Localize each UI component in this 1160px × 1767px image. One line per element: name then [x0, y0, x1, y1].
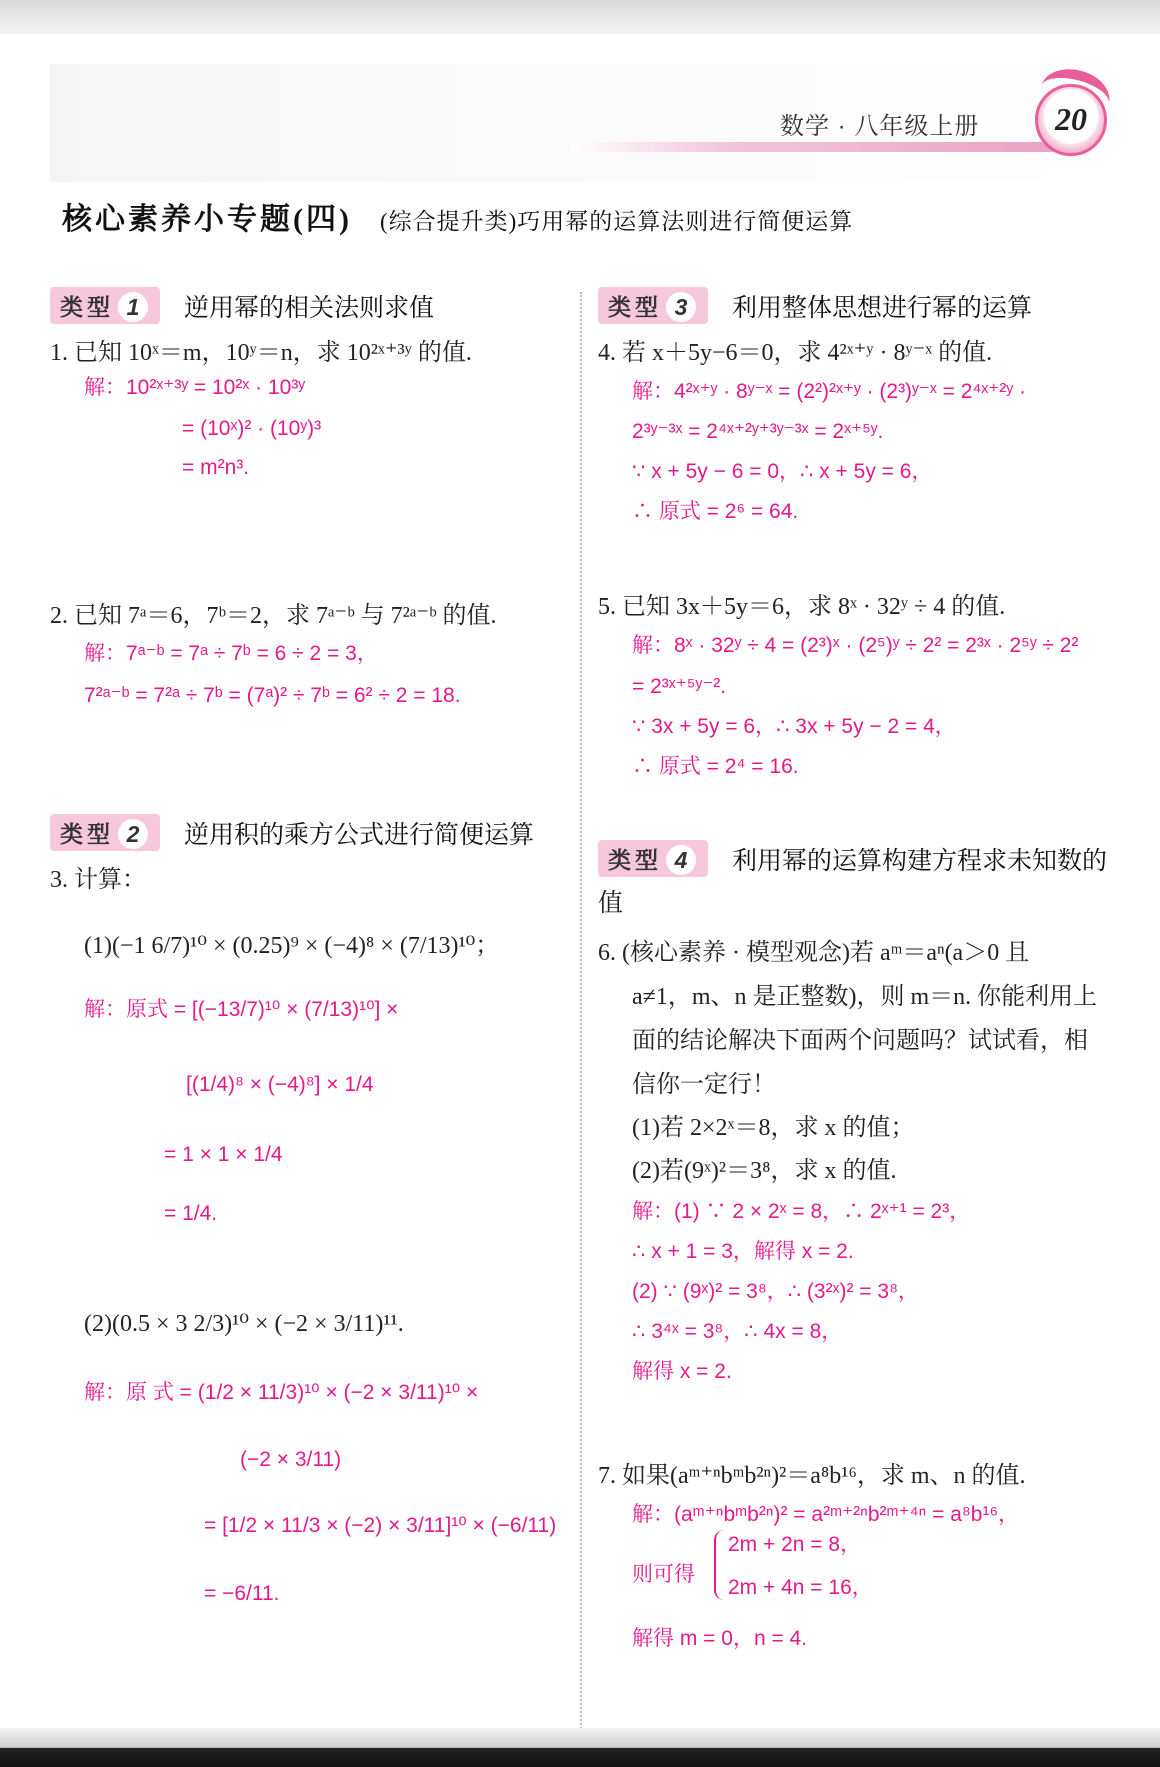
- answer-line: 解得 x = 2.: [632, 1360, 732, 1383]
- answer-line: ∴ x + 1 = 3，解得 x = 2.: [632, 1240, 854, 1263]
- answer-line: ∴ 原式 = 2⁶ = 64.: [632, 500, 799, 523]
- page-number: 20: [1055, 101, 1087, 137]
- textbook-page: [0, 34, 1160, 1728]
- type-label: 类型: [608, 294, 662, 320]
- answer-line: 解：(1) ∵ 2 × 2ˣ = 8，∴ 2ˣ⁺¹ = 2³，: [632, 1200, 971, 1223]
- type-label: 类型: [60, 294, 114, 320]
- answer-line: 解：4²ˣ⁺ʸ · 8ʸ⁻ˣ = (2²)²ˣ⁺ʸ · (2³)ʸ⁻ˣ = 2⁴ˣ⁺²ʸ ·: [632, 380, 1026, 403]
- answer-line: = 1 × 1 × 1/4: [164, 1143, 283, 1166]
- answer-line: [(1/4)⁸ × (−4)⁸] × 1/4: [186, 1073, 374, 1096]
- answer-line: = m²n³.: [182, 456, 250, 479]
- answer-line: 解：7ᵃ⁻ᵇ = 7ᵃ ÷ 7ᵇ = 6 ÷ 2 = 3，: [84, 642, 378, 665]
- type-title: 逆用幂的相关法则求值: [184, 293, 435, 322]
- answer-line: ∴ 3⁴ˣ = 3⁸，∴ 4x = 8，: [632, 1320, 843, 1343]
- type-tag: [598, 840, 708, 877]
- question-6-part-2: (2)若(9ˣ)²＝3⁸，求 x 的值.: [632, 1158, 897, 1184]
- type-tag: [598, 287, 708, 324]
- type-number: 4: [666, 845, 696, 875]
- answer-line: = 2³ˣ⁺⁵ʸ⁻².: [632, 675, 727, 698]
- type-title: 逆用积的乘方公式进行简便运算: [184, 820, 535, 849]
- answer-line: 2m + 2n = 8，: [728, 1533, 862, 1556]
- question-3-part-2: (2)(0.5 × 3 2/3)¹⁰ × (−2 × 3/11)¹¹.: [84, 1311, 404, 1337]
- answer-line: ∵ x + 5y − 6 = 0，∴ x + 5y = 6，: [632, 460, 933, 483]
- answer-line: 7²ᵃ⁻ᵇ = 7²ᵃ ÷ 7ᵇ = (7ᵃ)² ÷ 7ᵇ = 6² ÷ 2 = 18.: [84, 684, 461, 707]
- type-title-continued: 值: [598, 889, 624, 917]
- answer-line: 解得 m = 0，n = 4.: [632, 1627, 808, 1650]
- type-heading-2: [50, 814, 534, 851]
- answer-line: 2m + 4n = 16，: [728, 1576, 873, 1599]
- answer-line: 解：原式 = [(−13/7)¹⁰ × (7/13)¹⁰] ×: [84, 998, 399, 1021]
- question-2: 2. 已知 7ᵃ＝6，7ᵇ＝2，求 7ᵃ⁻ᵇ 与 7²ᵃ⁻ᵇ 的值.: [50, 603, 497, 629]
- answer-line: = −6/11.: [204, 1582, 280, 1605]
- type-heading-3: [598, 287, 1032, 324]
- question-1: 1. 已知 10ˣ＝m，10ʸ＝n，求 10²ˣ⁺³ʸ 的值.: [50, 340, 472, 366]
- answer-line: 解：(aᵐ⁺ⁿbᵐb²ⁿ)² = a²ᵐ⁺²ⁿb²ᵐ⁺⁴ⁿ = a⁸b¹⁶，: [632, 1503, 1020, 1526]
- question-6-line: 信你一定行！: [632, 1072, 776, 1098]
- title-main: 核心素养小专题(四): [62, 203, 352, 236]
- type-number: 2: [118, 819, 148, 849]
- question-6-line: 6. (核心素养 · 模型观念)若 aᵐ＝aⁿ(a＞0 且: [598, 940, 1030, 966]
- question-6-line: a≠1，m、n 是正整数)，则 m＝n. 你能利用上: [632, 984, 1098, 1010]
- answer-line: = [1/2 × 11/3 × (−2) × 3/11]¹⁰ × (−6/11): [204, 1514, 557, 1537]
- question-3: 3. 计算：: [50, 867, 146, 893]
- answer-line: 2³ʸ⁻³ˣ = 2⁴ˣ⁺²ʸ⁺³ʸ⁻³ˣ = 2ˣ⁺⁵ʸ.: [632, 420, 884, 443]
- type-tag: [50, 814, 160, 851]
- header-accent-line: [570, 142, 1070, 152]
- answer-line: ∵ 3x + 5y = 6，∴ 3x + 5y − 2 = 4，: [632, 715, 956, 738]
- type-label: 类型: [608, 847, 662, 873]
- equation-brace: [714, 1530, 726, 1600]
- type-tag: [50, 287, 160, 324]
- page-number-badge: [1035, 84, 1107, 156]
- title-subtitle: (综合提升类)巧用幂的运算法则进行简便运算: [379, 209, 854, 234]
- type-heading-4: [598, 840, 1107, 877]
- type-number: 1: [118, 292, 148, 322]
- answer-line: 解：10²ˣ⁺³ʸ = 10²ˣ · 10³ʸ: [84, 376, 305, 399]
- answer-line: 解：原 式 = (1/2 × 11/3)¹⁰ × (−2 × 3/11)¹⁰ ×: [84, 1381, 479, 1404]
- answer-line: = (10ˣ)² · (10ʸ)³: [182, 417, 322, 440]
- page-title: [62, 194, 853, 238]
- column-divider: [580, 292, 582, 1732]
- answer-line: (2) ∵ (9ˣ)² = 3⁸，∴ (3²ˣ)² = 3⁸，: [632, 1280, 919, 1303]
- type-title: 利用幂的运算构建方程求未知数的: [732, 846, 1108, 875]
- type-number: 3: [666, 292, 696, 322]
- answer-line: 解：8ˣ · 32ʸ ÷ 4 = (2³)ˣ · (2⁵)ʸ ÷ 2² = 2³ˣ · 2⁵ʸ ÷ 2²: [632, 634, 1079, 657]
- question-6-line: 面的结论解决下面两个问题吗？试试看，相: [632, 1028, 1088, 1054]
- viewer-top-bar: [0, 0, 1160, 34]
- type-label: 类型: [60, 821, 114, 847]
- question-3-part-1: (1)(−1 6/7)¹⁰ × (0.25)⁹ × (−4)⁸ × (7/13)¹⁰；: [84, 933, 500, 959]
- answer-line: 则可得: [632, 1563, 695, 1586]
- viewer-bottom-bar: [0, 1728, 1160, 1767]
- question-5: 5. 已知 3x＋5y＝6，求 8ˣ · 32ʸ ÷ 4 的值.: [598, 594, 1006, 620]
- question-4: 4. 若 x＋5y−6＝0，求 4²ˣ⁺ʸ · 8ʸ⁻ˣ 的值.: [598, 340, 993, 366]
- book-title: 数学 · 八年级上册: [780, 113, 980, 140]
- question-7: 7. 如果(aᵐ⁺ⁿbᵐb²ⁿ)²＝a⁸b¹⁶，求 m、n 的值.: [598, 1463, 1026, 1489]
- question-6-part-1: (1)若 2×2ˣ＝8，求 x 的值；: [632, 1115, 915, 1141]
- type-title: 利用整体思想进行幂的运算: [732, 293, 1033, 322]
- type-heading-1: [50, 287, 434, 324]
- answer-line: (−2 × 3/11): [240, 1448, 342, 1471]
- answer-line: = 1/4.: [164, 1202, 218, 1225]
- answer-line: ∴ 原式 = 2⁴ = 16.: [632, 755, 799, 778]
